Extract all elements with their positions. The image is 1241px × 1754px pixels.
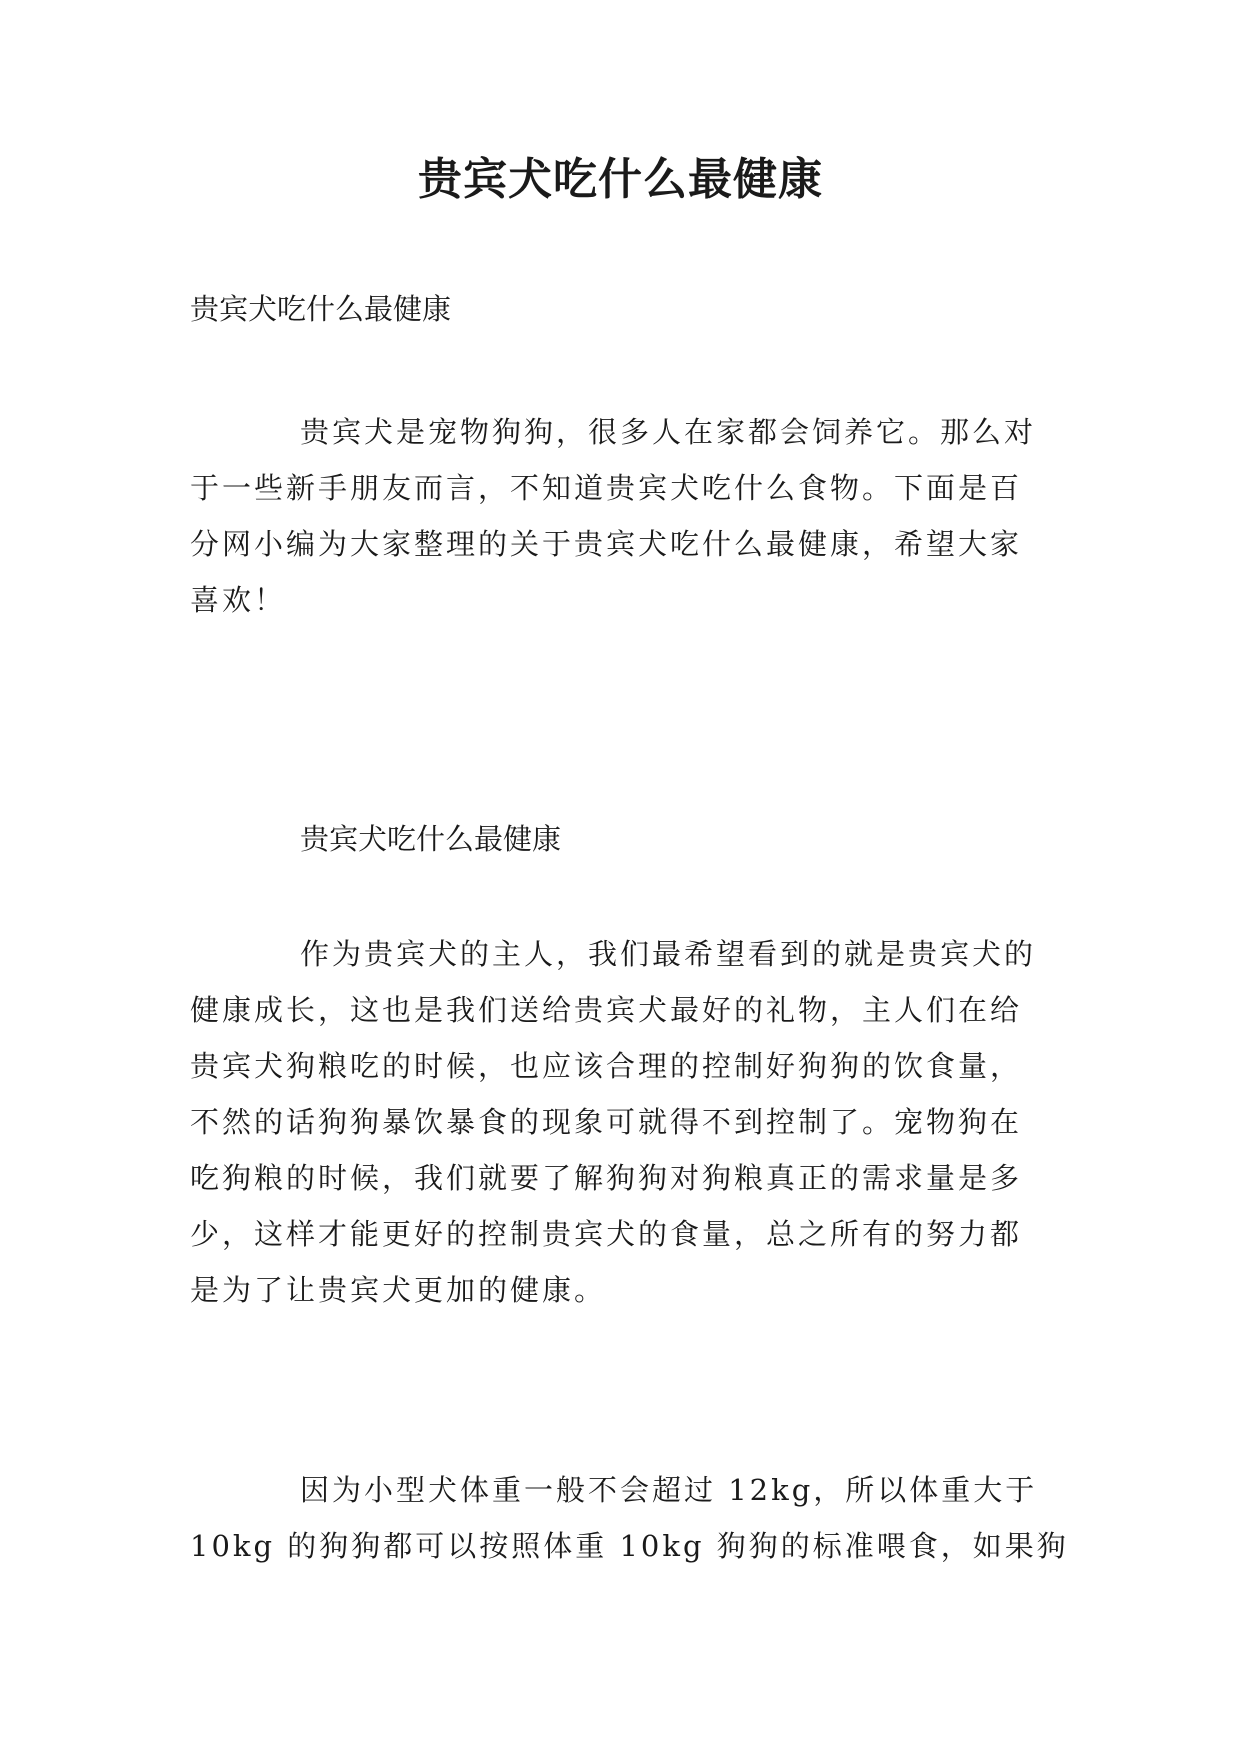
paragraph-feeding (190, 1462, 1069, 1574)
paragraph-line: 健康成长，这也是我们送给贵宾犬最好的礼物，主人们在给 (190, 993, 1023, 1027)
paragraph-line: 分网小编为大家整理的关于贵宾犬吃什么最健康，希望大家 (190, 527, 1023, 561)
paragraph-line: 不然的话狗狗暴饮暴食的现象可就得不到控制了。宠物狗在 (190, 1105, 1023, 1139)
paragraph-line: 少，这样才能更好的控制贵宾犬的食量，总之所有的努力都 (190, 1217, 1023, 1251)
paragraph-line: 因为小型犬体重一般不会超过 12kg，所以体重大于 (300, 1473, 1038, 1507)
document-subtitle: 贵宾犬吃什么最健康 (190, 292, 452, 326)
section-heading: 贵宾犬吃什么最健康 (300, 822, 562, 856)
paragraph-line: 于一些新手朋友而言，不知道贵宾犬吃什么食物。下面是百 (190, 471, 1023, 505)
paragraph-line: 贵宾犬狗粮吃的时候，也应该合理的控制好狗狗的饮食量， (190, 1049, 1023, 1083)
paragraph-line: 作为贵宾犬的主人，我们最希望看到的就是贵宾犬的 (300, 937, 1037, 971)
paragraph-line: 10kg 的狗狗都可以按照体重 10kg 狗狗的标准喂食，如果狗 (190, 1529, 1069, 1563)
paragraph-line: 是为了让贵宾犬更加的健康。 (190, 1273, 607, 1307)
paragraph-line: 贵宾犬是宠物狗狗，很多人在家都会饲养它。那么对 (300, 415, 1037, 449)
paragraph-line: 喜欢！ (190, 583, 287, 617)
paragraph-intro (190, 404, 1060, 628)
document-title: 贵宾犬吃什么最健康 (418, 154, 823, 205)
paragraph-line: 吃狗粮的时候，我们就要了解狗狗对狗粮真正的需求量是多 (190, 1161, 1023, 1195)
paragraph-body (190, 926, 1060, 1318)
